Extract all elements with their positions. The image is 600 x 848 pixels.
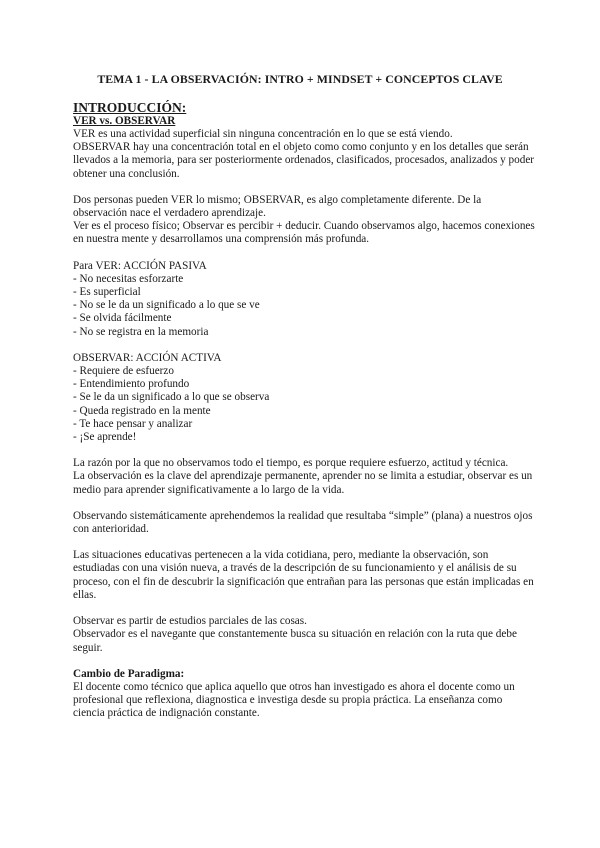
activa-heading: OBSERVAR: ACCIÓN ACTIVA [73,351,222,364]
list-item: - Te hace pensar y analizar [73,417,193,430]
navegante-paragraph: Observador es el navegante que constantemente busca su situación en relación con la ruta que debe seguir. [73,628,517,654]
paradigma-heading: Cambio de Paradigma: [73,667,185,680]
paradigma-paragraph: El docente como técnico que aplica aquello que otros han investigado es ahora el docente como un profesional que reflexiona, diagnostica e investiga desde su propia práctica. La enseñanza como ciencia práctica de indignación constante. [73,680,515,720]
list-item: - No se registra en la memoria [73,325,209,338]
list-item: - Requiere de esfuerzo [73,365,174,378]
list-item: - No necesitas esforzarte [73,272,184,285]
list-item: - Queda registrado en la mente [73,404,211,417]
pasiva-heading: Para VER: ACCIÓN PASIVA [73,259,207,272]
list-item: - Entendimiento profundo [73,378,190,391]
razon-paragraph: La razón por la que no observamos todo el tiempo, es porque requiere esfuerzo, actitud y técnica. [73,457,509,470]
intro-heading: INTRODUCCIÓN: [73,100,187,115]
activa-list [73,365,535,444]
list-item: - Es superficial [73,286,141,299]
sistematica-paragraph: Observando sistemáticamente aprehendemos la realidad que resultaba “simple” (plana) a nuestros ojos con anterioridad. [73,509,533,536]
ver-paragraph: VER es una actividad superficial sin ninguna concentración en lo que se está viendo. [73,128,453,140]
clave-paragraph: La observación es la clave del aprendizaje permanente, aprender no se limita a estudiar, observar es un medio para aprender significativamente a lo largo de la vida. [73,470,533,496]
ver-proceso-paragraph: Ver es el proceso físico; Observar es percibir + deducir. Cuando observamos algo, hacemos conexiones en nuestra mente y desarrollamos una comprensión más profunda. [73,220,535,246]
situaciones-paragraph: Las situaciones educativas pertenecen a la vida cotidiana, pero, mediante la observación, son estudiadas con una visión nueva, a través de la descripción de su funcionamiento y el análisis de su proceso, con el fin de descubrir la significación que entrañan para las personas que están implicadas en ellas. [73,549,534,601]
ver-vs-observar-heading: VER vs. OBSERVAR [73,115,176,127]
partir-paragraph: Observar es partir de estudios parciales de las cosas. [73,615,307,628]
page-title: TEMA 1 - LA OBSERVACIÓN: INTRO + MINDSET + CONCEPTOS CLAVE [97,72,503,86]
list-item: - ¡Se aprende! [73,431,137,444]
document-body [73,100,535,721]
observar-paragraph: OBSERVAR hay una concentración total en el objeto como como conjunto y en los detalles que serán llevados a la memoria, para ser posteriormente ordenados, clasificados, procesados, analizados y poder obtener una conclusión. [73,141,535,180]
pasiva-list [73,273,535,339]
list-item: - No se le da un significado a lo que se ve [73,299,260,312]
list-item: - Se olvida fácilmente [73,312,172,325]
dos-personas-paragraph: Dos personas pueden VER lo mismo; OBSERVAR, es algo completamente diferente. De la observación nace el verdadero aprendizaje. [73,193,482,220]
list-item: - Se le da un significado a lo que se observa [73,391,270,404]
